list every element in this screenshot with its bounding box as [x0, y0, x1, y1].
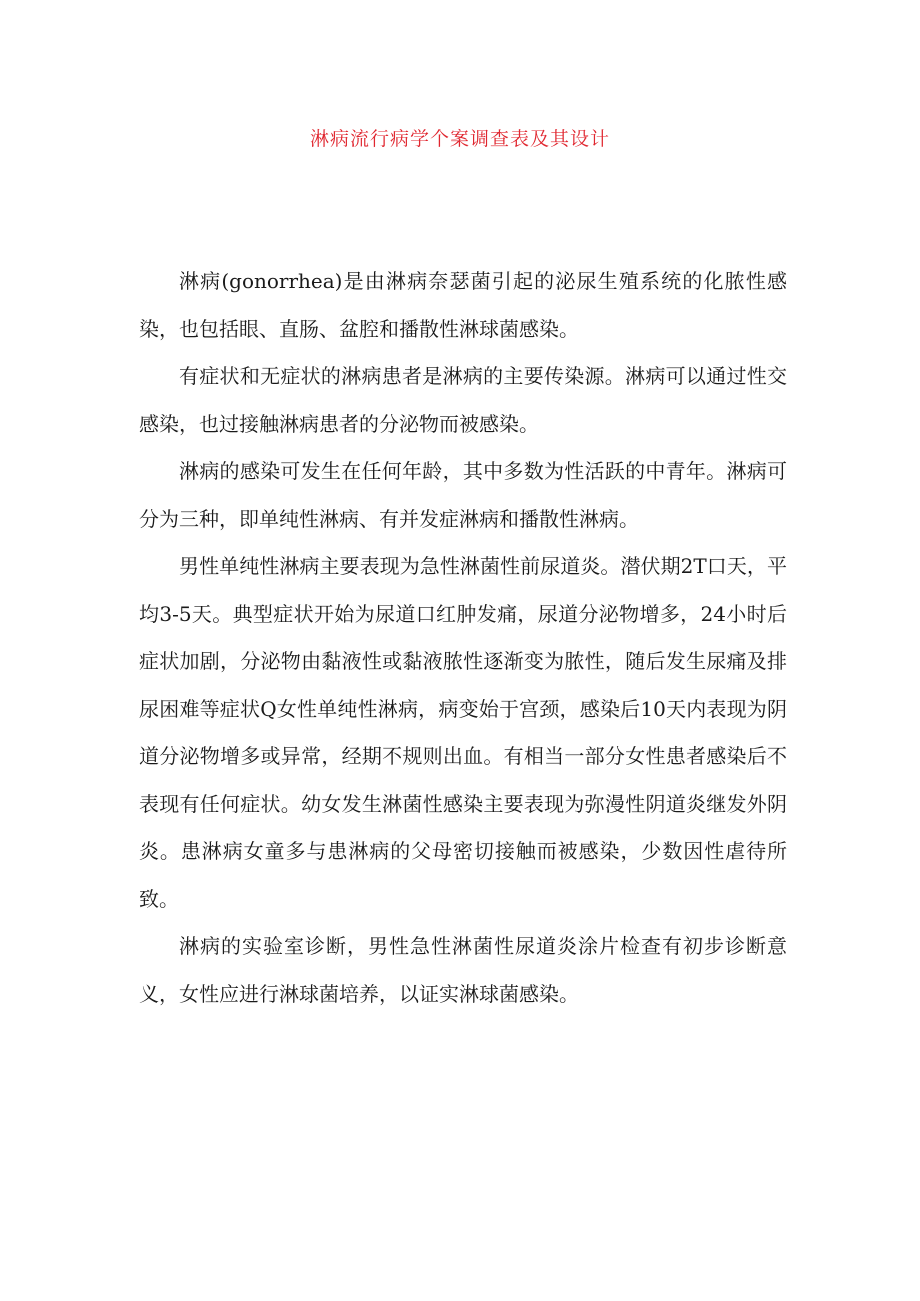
- paragraph-diagnosis: 淋病的实验室诊断，男性急性淋菌性尿道炎涂片检查有初步诊断意义，女性应进行淋球菌培养，以证实淋球菌感染。: [139, 934, 787, 1006]
- paragraph-definition: 淋病(gonorrhea)是由淋病奈瑟菌引起的泌尿生殖系统的化脓性感染，也包括眼、直肠、盆腔和播散性淋球菌感染。: [139, 269, 787, 341]
- paragraph-transmission: 有症状和无症状的淋病患者是淋病的主要传染源。淋病可以通过性交感染，也过接触淋病患者的分泌物而被感染。: [139, 364, 787, 436]
- document-body: [139, 258, 787, 1018]
- paragraph-symptoms: 男性单纯性淋病主要表现为急性淋菌性前尿道炎。潜伏期2T口天，平均3-5天。典型症状开始为尿道口红肿发痛，尿道分泌物增多，24小时后症状加剧，分泌物由黏液性或黏液脓性逐渐变为脓性，随后发生尿痛及排尿困难等症状Q女性单纯性淋病，病变始于宫颈，感染后10天内表现为阴道分泌物增多或异常，经期不规则出血。有相当一部分女性患者感染后不表现有任何症状。幼女发生淋菌性感染主要表现为弥漫性阴道炎继发外阴炎。患淋病女童多与患淋病的父母密切接触而被感染，少数因性虐待所致。: [139, 554, 787, 911]
- paragraph-age-types: 淋病的感染可发生在任何年龄，其中多数为性活跃的中青年。淋病可分为三种，即单纯性淋病、有并发症淋病和播散性淋病。: [139, 459, 787, 531]
- document-title: 淋病流行病学个案调查表及其设计: [309, 128, 610, 150]
